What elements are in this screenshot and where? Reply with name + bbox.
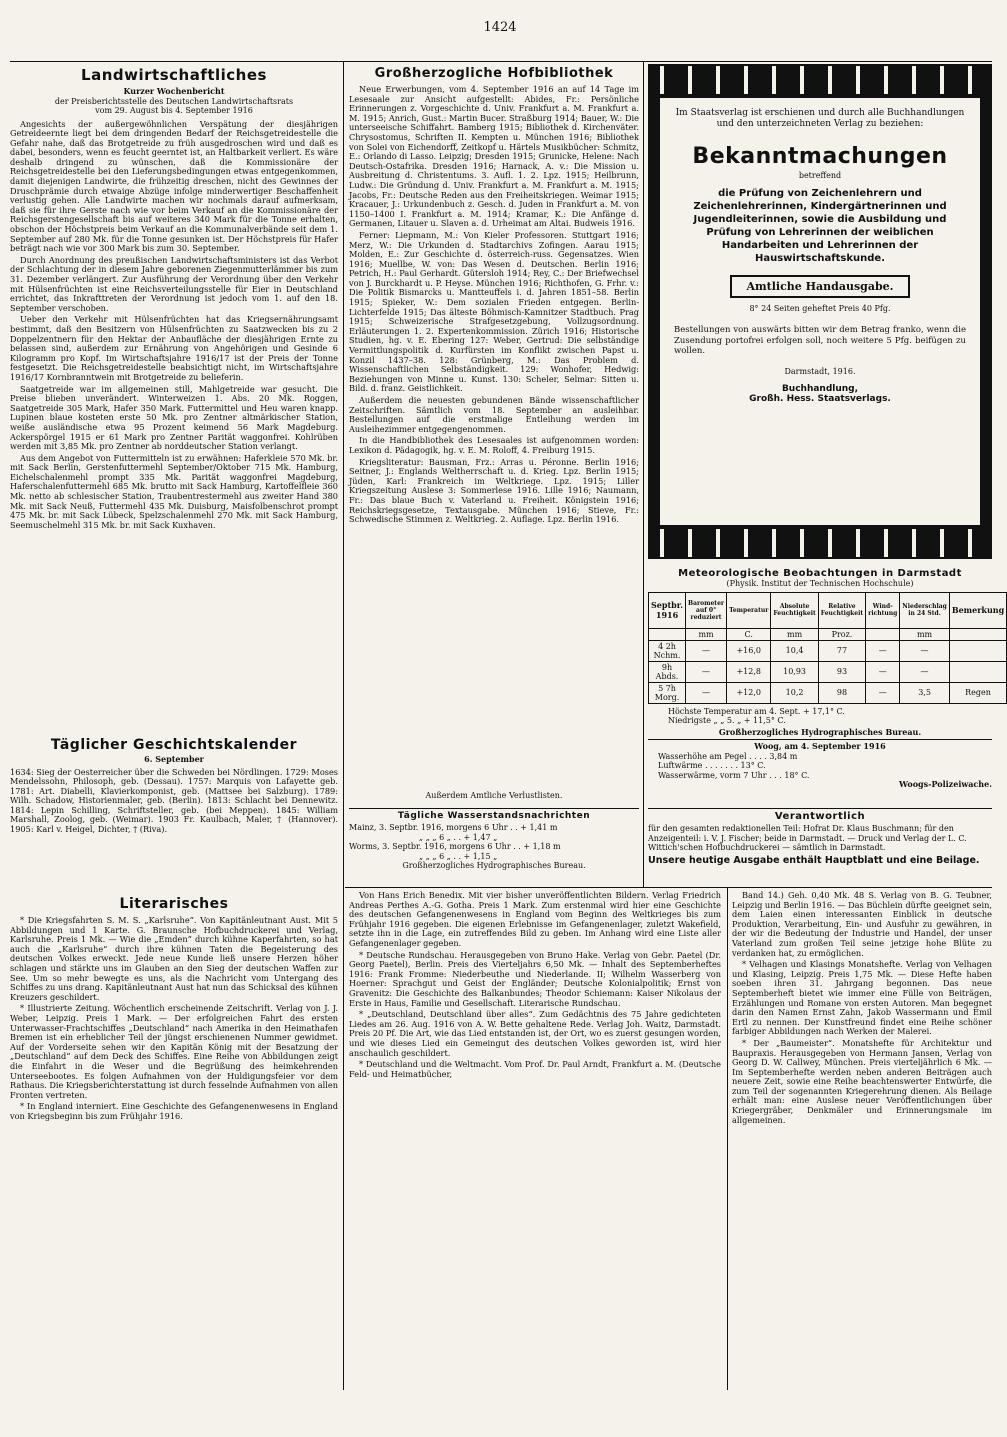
woog-signature: Woogs-Polizeiwache. xyxy=(899,779,992,789)
literarisches-section xyxy=(10,890,338,1390)
weather-cell: +12,0 xyxy=(727,682,771,703)
advertisement-description: die Prüfung von Zeichenlehrern und Zeichenlehrerinnen, Kindergärtnerinnen und Jugendleiterinnen, sowie die Ausbildung und Prüfung von Lehrerinnen der weiblichen Handarbeiten und Lehrerinnen der Hauswirtschaftskunde. xyxy=(693,187,947,264)
weather-header: Bemerkung xyxy=(949,592,1006,628)
weather-row xyxy=(649,661,1007,682)
weather-cell: 10,2 xyxy=(771,682,818,703)
weather-cell xyxy=(949,661,1006,682)
weather-unit: mm xyxy=(771,628,818,640)
kalender-title: Täglicher Geschichtskalender xyxy=(50,737,298,753)
weather-header: Relative Feuchtigkeit xyxy=(818,592,865,628)
column-rule xyxy=(643,62,644,887)
paragraph: Angesichts der außergewöhnlichen Verspätung der diesjährigen Getreideernte liegt bei dem dringenden Bedarf der Reichsgetreidestelle die Gefahr nahe, daß das Brotgetreide zu früh ausgedroschen wird und daß es dabei, besonders, wenn es feucht geerntet ist, an Haltbarkeit verliert. Es wäre deshalb dringend zu wünschen, daß die Kommissionäre der Reichsgetreidestelle bei den Lieferungsbedingungen etwas entgegenkommen, damit diejenigen Landwirte, die frühzeitig dreschen, nicht des Gewinnes der Druschprämie durch etwaige Abzüge infolge minderwertiger Beschaffenheit verlustig gehen. Alle Landwirte machen wir nochmals darauf aufmerksam, daß sie für ihre Gerste nach wie vor beim Verkauf an die Kommissionäre der Reichsgerstengesellschaft bis auf weiteres 340 Mark für die Tonne erhalten, obschon der Höchstpreis beim Verkauf an die Kommunalverbände seit dem 1. September auf 280 Mk. für die Tonne gesunken ist. Der Höchstpreis für Hafer beträgt nach wie vor 300 Mark bis zum 30. September. xyxy=(10,118,338,254)
woog-row: Luftwärme . . . . . . . 13° C. xyxy=(658,761,766,770)
top-rule xyxy=(10,61,992,62)
wetter-min: Niedrigste „ „ 5. „ + 11,5° C. xyxy=(668,716,786,725)
weather-cell: — xyxy=(686,661,727,682)
weather-cell: 98 xyxy=(818,682,865,703)
paragraph: * Die Kriegsfahrten S. M. S. „Karlsruhe“. Von Kapitänleutnant Aust. Mit 5 Abbildungen und 1 Karte. G. Braunsche Hofbuchdruckerei und Verlag, Karlsruhe. Preis 1 Mk. — Wie die „Emden“ durch kühne Kaperfahrten, so hat auch die „Karlsruhe“ durch ihre kühnen Taten die Begeisterung des deutschen Volkes erweckt. Jede neue Kunde ließ unsere Herzen höher schlagen und stärkte uns im Glauben an den Sieg der deutschen Waffen zur See. Um so mehr bewegte es uns, als die Nachricht vom Untergang des Schiffes zu uns drang. Kapitänleutnant Aust hat nun das Schicksal des kühnen Kreuzers geschildert. xyxy=(10,915,338,1002)
weather-header: Absolute Feuchtigkeit xyxy=(771,592,818,628)
weather-row xyxy=(649,682,1007,703)
advertisement-signature-2: Großh. Hess. Staatsverlags. xyxy=(749,394,891,404)
ornament-band xyxy=(648,66,992,94)
ornament-band xyxy=(648,529,992,557)
weather-cell: — xyxy=(866,640,900,661)
paragraph: Neue Erwerbungen, vom 4. September 1916 an auf 14 Tage im Lesesaale zur Ansicht aufgestellt: Abides, Fr.: Persönliche Erinnerungen z. Vorgeschichte d. Univ. Frankfurt a. M. Frankfurt a. M. 1915; Anrich, Gust.: Martin Bucer. Straßburg 1914; Bauer, W.: Die unterseeische Schiffahrt. Bamberg 1915; Bibliothek d. Kirchenväter. Chrysostomus, Schriften II. Kempten u. München 1916; Bibliothek von Solei von Eichendorff, Zeitkopf u. Härtels Musikbücher: Schmitz, E.: Orlando di Lasso. Leipzig; Dresden 1915; Grunicke, Helene: Nach Deutsch-Ostafrika. Dresden 1916; Harnack, A. v.: Die Mission u. Ausbreitung d. Christentums. 3. Aufl. 1. 2. Lpz. 1915; Heilbrunn, Ludw.: Die Gründung d. Univ. Frankfurt a. M. Frankfurt a. M. 1915; Jacobs, Fr.: Deutsche Reden aus den Freiheitskriegen. Weimar 1915; Kracauer, J.: Urkundenbuch z. Gesch. d. Juden in Frankfurt a. M. von 1150–1400 I. Frankfurt a. M. 1914; Kramar, K.: Die Anfänge d. Germanen, Litauer u. Slaven a. d. Urheimat am Altai. Budweis 1916. xyxy=(349,84,639,229)
landwirtschaft-subtitle: Kurzer Wochenbericht xyxy=(123,86,225,96)
paragraph: In die Handbibliothek des Lesesaales ist aufgenommen worden: Lexikon d. Pädagogik, hg. v. E. M. Roloff, 4. Freiburg 1915. xyxy=(349,435,639,455)
wetter-max: Höchste Temperatur am 4. Sept. + 17,1° C. xyxy=(668,706,845,716)
woog-title: Woog, am 4. September 1916 xyxy=(754,741,886,751)
weather-cell: Regen xyxy=(949,682,1006,703)
bottom-right-section xyxy=(732,891,992,1387)
wasserstand-section xyxy=(349,808,639,885)
weather-unit xyxy=(649,628,686,640)
paragraph: * Deutschland und die Weltmacht. Vom Prof. Dr. Paul Arndt, Frankfurt a. M. (Deutsche Feld- und Heimatbücher, xyxy=(349,1059,721,1079)
paragraph: * Deutsche Rundschau. Herausgegeben von Bruno Hake. Verlag von Gebr. Paetel (Dr. Georg Paetel), Berlin. Preis des Vierteljahrs 6,50 Mk. — Inhalt des Septemberheftes 1916: Frank Fromme: Niederbeuthe und Niederlande. II; Wilhelm Wasserberg von Hoerner: Sprachgut und Geist der Engländer; Deutsche Kolonialpolitik; Ernst von Gravenitz: Die Geschichte des Balkanbundes; Theodor Schiemann: Kaiser Nikolaus der Erste in Haus, Familie und Gesellschaft. Literarische Rundschau. xyxy=(349,949,721,1008)
paragraph: Band 14.) Geh. 0,40 Mk. 48 S. Verlag von B. G. Teubner, Leipzig und Berlin 1916. — Das Büchlein dürfte geeignet sein, dem Laien einen interessanten Einblick in deutsche Produktion, Verarbeitung, Ein- und Ausfuhr zu gewähren, in der wir die Bedeutung der Industrie und Handel, der unser Vaterland zum großen Teil seine jetzige hohe Blüte zu verdanken hat, zu ermöglichen. xyxy=(732,890,992,958)
woog-row: Wasserhöhe am Pegel . . . . 3,84 m xyxy=(658,751,798,761)
paragraph: Ferner: Liepmann, M.: Von Kieler Professoren. Stuttgart 1916; Merz, W.: Die Urkunden d. Stadtarchivs Zofingen. Aarau 1915; Molden, E.: Zur Geschichte d. österreich-russ. Gegensatzes. Wien 1916; Muellbe, W. von: Das Wesen d. Deutschen. Berlin 1916; Petrich, H.: Paul Gerhardt. Gütersloh 1914; Rey, C.: Der Briefwechsel von J. Burckhardt u. P. Heyse. München 1916; Richthofen, G. Frhr. v.: Die Politik Bismarcks u. Mantteuffels i. d. Jahren 1851–58. Berlin 1915; Spieker, W.: Dem sozialen Frieden entgegen. Berlin-Lichterfelde 1915; Das älteste Böhmisch-Kamnitzer Stadtbuch. Prag 1915; Schweizerische Strafgesetzgebung, Vollzugsordnung. Erläuterungen 1. 2. Expertenkommission. Zürich 1916; Historische Studien, hg. v. E. Ebering 127: Weber, Gertrud: Die selbständige Vermittlungspolitik d. Kurfürsten im Konflikt zwischen Papst u. Konzil 1437–38. 128: Grünberg, M.: Das Problem d. Wissenschaftlichen Selbständigkeit. 129: Wonhofer, Hedwig: Beziehungen von Minne u. Kunst. 130: Scheler, Selmar: Sitten u. Bild. d. franz. Geistlichkeit. xyxy=(349,229,639,394)
kalender-body: 1634: Sieg der Oesterreicher über die Schweden bei Nördlingen. 1729: Moses Mendelssohn, Philosoph, geb. (Dessau). 1757: Marquis von Lafayette geb. 1781: Art. Diabelli, Klavierkomponist, geb. (Mattsee bei Salzburg). 1789: Wilh. Schadow, Historienmaler, geb. (Berlin). 1813: Schlacht bei Dennewitz. 1814: Lepin Schilling, Schriftsteller, geb. (bei Meppen). 1845: William Marshall, Zoolog, geb. (Weimar). 1903 Fr. Kaulbach, Maler, † (Hannover). 1905: Karl v. Heigel, Dichter, † (Riva). xyxy=(10,766,338,835)
paragraph: Außerdem die neuesten gebundenen Bände wissenschaftlicher Zeitschriften. Sämtlich vom 18. September an ausleihbar. Bestellungen auf die erstmalige Entleihung werden im Ausleihezimmer entgegengenommen. xyxy=(349,395,639,434)
weather-cell: — xyxy=(900,640,950,661)
landwirtschaft-body xyxy=(10,120,338,531)
wasserstand-row: „ „ „ 6 „ . . + 1,15 „ xyxy=(419,851,498,861)
verantwortlich-text: für den gesamten redaktionellen Teil: Hofrat Dr. Klaus Buschmann; für den Anzeigenteil: i. V. J. Fischer; beide in Darmstadt. — Druck und Verlag der L. C. Wittich'schen Hofbuchdruckerei — sämtlich in Darmstadt. xyxy=(648,824,967,852)
wetter-title: Meteorologische Beobachtungen in Darmstadt xyxy=(678,568,962,579)
paragraph: * Velhagen und Klasings Monatshefte. Verlag von Velhagen und Klasing, Leipzig. Preis 1,75 Mk. — Diese Hefte haben soeben ihren 31. Jahrgang begonnen. Das neue Septemberheft bietet wie immer eine Fülle von Beiträgen, Erzählungen und Romane von ersten Autoren. Man begegnet darin den Namen Ernst Zahn, Jakob Wassermann und Emil Ertl zu nennen. Der Kunstfreund findet eine Reihe schöner farbiger Abbildungen nach Werken der Malerei. xyxy=(732,959,992,1037)
literarisches-title: Literarisches xyxy=(119,896,229,912)
wasserstand-footer: Großherzogliches Hydrographisches Bureau. xyxy=(402,861,586,870)
advertisement-order-note: Bestellungen von auswärts bitten wir dem Betrag franko, wenn die Zusendung portofrei erfolgen soll, noch weitere 5 Pfg. beifügen zu wollen. xyxy=(674,325,966,356)
section-rule xyxy=(345,887,992,888)
weather-cell: — xyxy=(900,661,950,682)
weather-header: Niederschlag in 24 Std. xyxy=(900,592,950,628)
verantwortlich-section xyxy=(648,808,992,886)
weather-header: Temperatur xyxy=(727,592,771,628)
paragraph: Aus dem Angebot von Futtermitteln ist zu erwähnen: Haferkleie 570 Mk. br. mit Sack Berlin, Gerstenfuttermehl September/Oktober 715 Mk. Hamburg, Eichelschalenmehl prompt 335 Mk. Parität waggonfrei Magdeburg, Haferschalenfuttermehl 685 Mk. brutto mit Sack Hamburg, Kartoffelfleie 360 Mk. netto ab schlesischer Station, Traubentrestermehl aus zweiter Hand 380 Mk. mit Sack Neuß, Futtermehl 435 Mk. Duisburg, Maisfolbenschrot prompt 475 Mk. br. mit Sack Lübeck, Spelzschalenmehl 270 Mk. mit Sack Hamburg, Seemuschelmehl 315 Mk. br. mit Sack Kuxhaven. xyxy=(10,452,338,530)
verantwortlich-title: Verantwortlich xyxy=(774,811,866,822)
hofbibliothek-body xyxy=(349,85,639,525)
weather-unit: mm xyxy=(686,628,727,640)
weather-table xyxy=(648,592,1007,704)
advertisement-price: 8° 24 Seiten geheftet Preis 40 Pfg. xyxy=(749,303,891,313)
wetter-section xyxy=(648,568,1005,803)
bottom-right-body xyxy=(732,891,992,1125)
paragraph: Saatgetreide war im allgemeinen still, Mahlgetreide war gesucht. Die Preise blieben unverändert. Winterweizen 1. Abs. 20 Mk. Roggen, Saatgetreide 305 Mark, Hafer 350 Mark. Futtermittel und Heu waren knapp. Lupinen blaue kosteten erste 50 Mk. pro Zentner altmärkischer Station, weiße ausländische etwa 95 Prozent keimend 56 Mark Magdeburg. Ackerspörgel 1915 er 61 Mark pro Zentner Parität waggonfrei. Kohlrüben werden mit 3,85 Mk. pro Zentner ab norddeutscher Station verlangt. xyxy=(10,383,338,452)
column-rule xyxy=(343,62,344,1390)
advertisement-place: Darmstadt, 1916. xyxy=(784,366,856,376)
advertisement-headline: Bekanntmachungen xyxy=(692,144,948,169)
advertisement-signature: Buchhandlung, xyxy=(781,384,859,394)
paragraph: Ueber den Verkehr mit Hülsenfrüchten hat das Kriegsernährungsamt bestimmt, daß den Besitzern von Hülsenfrüchten zu Saatzwecken bis zu 2 Doppelzentnern für den Hektar der Anbaufläche der diesjährigen Ernte zu belassen sind, außerdem zur Ernährung von Angehörigen und Gesinde 6 Kilogramm pro Kopf. Im Wirtschaftsjahre 1916/17 ist der Preis der Tonne festgesetzt. Die Reichsgetreidestelle beabsichtigt nicht, im Wirtschaftsjahre 1916/17 Kornbranntwein mit Brotgetreide zu belieferin. xyxy=(10,314,338,382)
weather-unit: mm xyxy=(900,628,950,640)
weather-unit xyxy=(866,628,900,640)
kalender-section xyxy=(10,735,338,885)
wetter-subtitle: (Physik. Institut der Technischen Hochschule) xyxy=(726,579,914,588)
advertisement-betreffend: betreffend xyxy=(798,171,842,180)
weather-cell: 4 2h Nchm. xyxy=(649,640,686,661)
page-number: 1424 xyxy=(483,20,517,35)
weather-cell: — xyxy=(866,682,900,703)
paragraph: * In England interniert. Eine Geschichte des Gefangenenwesens in England von Kriegsbeginn bis zum Frühjahr 1916. xyxy=(10,1101,338,1121)
paragraph: * Der „Baumeister“. Monatshefte für Architektur und Baupraxis. Herausgegeben von Hermann Jansen, Verlag von Georg D. W. Callwey, München. Preis vierteljährlich 6 Mk. — Im Septemberhefte werden neben anderen Beiträgen auch neuere Zeit, sowie eine Reihe beachtenswerter Entwürfe, die zum Teil der sogenannten Kriegerehrung dienen. Als Beilage erhält man: eine Auslese neuer Veröffentlichungen über Kriegergräber, Denkmäler und Erinnerungsmale im allgemeinen. xyxy=(732,1037,992,1125)
weather-cell: +16,0 xyxy=(727,640,771,661)
column-rule xyxy=(727,887,728,1390)
landwirtschaft-date: vom 29. August bis 4. September 1916 xyxy=(95,106,253,115)
wasserstand-row: Mainz, 3. Septbr. 1916, morgens 6 Uhr . . + 1,41 m xyxy=(349,823,558,832)
weather-cell: 93 xyxy=(818,661,865,682)
paragraph: * „Deutschland, Deutschland über alles“. Zum Gedächtnis des 75 Jahre gedichteten Liedes am 26. Aug. 1916 von A. W. Bette gehaltene Rede. Verlag Joh. Waitz, Darmstadt. Preis 20 Pf. Die Art, wie das Lied entstanden ist, der Ort, wo es zuerst gesungen worden, und wie dieses Lied ein Gemeingut des deutschen Volkes geworden ist, wird hier anschaulich geschildert. xyxy=(349,1009,721,1058)
ausgabe-note: Unsere heutige Ausgabe enthält Hauptblatt und eine Beilage. xyxy=(648,854,980,866)
advertisement-intro: Im Staatsverlag ist erschienen und durch alle Buchhandlungen und den unterzeichneten Verlag zu beziehen: xyxy=(675,108,965,129)
weather-cell: 3,5 xyxy=(900,682,950,703)
weather-header: Wind-richtung xyxy=(866,592,900,628)
advertisement-box xyxy=(648,64,992,559)
weather-cell: 10,93 xyxy=(771,661,818,682)
weather-unit xyxy=(949,628,1006,640)
weather-unit: Proz. xyxy=(818,628,865,640)
weather-cell: 77 xyxy=(818,640,865,661)
bottom-middle-body xyxy=(349,891,721,1079)
paragraph: Kriegsliteratur: Bausman, Frz.: Arras u. Péronne. Berlin 1916; Seitner, J.: Englands Weltherrschaft u. d. Krieg. Lpz. Berlin 1915; Jüden, Karl: Frankreich im Weltkriege. Lpz. 1915; Liller Kriegszeitung Auslese 3: Sommerlese 1916. Lille 1916; Naumann, Fr.: Das blaue Buch v. Vaterland u. Freiheit. Königstein 1916; Reichskriegsgesetze, Textausgabe. München 1916; Stieve, Fr.: Schwedische Stimmen z. Weltkrieg. 2. Auflage. Lpz. Berlin 1916. xyxy=(349,456,639,525)
paragraph: Durch Anordnung des preußischen Landwirtschaftsministers ist das Verbot der Schlachtung der in diesem Jahre geborenen Ziegenmutterlämmer bis zum 31. Dezember verlängert. Zur Ausführung der Verordnung über den Verkehr mit Hülsenfrüchten ist eine Reichsverteilungsstelle für Eier in Deutschland errichtet, das Inkrafttreten der Verordnung ist jedoch vom 1. auf den 18. September verschoben. xyxy=(10,254,338,313)
weather-header: Septbr. 1916 xyxy=(649,592,686,628)
weather-cell: 5 7h Morg. xyxy=(649,682,686,703)
hofbibliothek-title: Großherzogliche Hofbibliothek xyxy=(374,66,614,81)
wasserstand-row: Worms, 3. Septbr. 1916, morgens 6 Uhr . . + 1,18 m xyxy=(349,842,561,851)
landwirtschaft-subtitle-2: der Preisberichtsstelle des Deutschen Landwirtschaftsrats xyxy=(54,96,294,106)
weather-header: Barometer auf 0° reduziert xyxy=(686,592,727,628)
landwirtschaft-title: Landwirtschaftliches xyxy=(81,66,267,84)
woog-row: Wasserwärme, vorm 7 Uhr . . . 18° C. xyxy=(658,770,810,780)
paragraph: Von Hans Erich Benedix. Mit vier bisher unveröffentlichten Bildern. Verlag Friedrich Andreas Perthes A.-G. Gotha. Preis 1 Mark. Zum erstenmal wird hier eine Geschichte des deutschen Gefangenenwesens in England vom Beginn des Weltkrieges bis zum Frühjahr 1916 gegeben. Die eigenen Erlebnisse im Gefangenenlager, zuletzt Wakefield, setzte ihn in die Lage, ein zutreffendes Bild zu geben. Im Anhang wird eine Liste aller Gefangenenlager gegeben. xyxy=(349,890,721,948)
wasserstand-row: „ „ „ 6 „ . . + 1,47 „ xyxy=(419,832,498,842)
literarisches-body xyxy=(10,916,338,1121)
weather-cell xyxy=(949,640,1006,661)
handausgabe-label: Amtliche Handausgabe. xyxy=(730,275,910,298)
weather-unit: C. xyxy=(727,628,771,640)
hofbibliothek-section xyxy=(349,64,639,804)
advertisement-content xyxy=(658,96,982,527)
bottom-middle-section xyxy=(349,891,721,1387)
weather-cell: — xyxy=(686,640,727,661)
weather-cell: — xyxy=(866,661,900,682)
landwirtschaft-section xyxy=(10,64,338,744)
weather-cell: — xyxy=(686,682,727,703)
wasserstand-title: Tägliche Wasserstandsnachrichten xyxy=(397,811,591,821)
paragraph: * Illustrierte Zeitung. Wöchentlich erscheinende Zeitschrift. Verlag von J. J. Weber, Leipzig. Preis 1 Mark. — Der erfolgreichen Fahrt des ersten Unterwasser-Frachtschiffes „Deutschland“ nach Amerika in den Heimathafen Bremen ist ein erheblicher Teil der jüngst erschienenen Nummer gewidmet. Auf der Vorderseite sehen wir den Kapitän König mit der Besatzung der „Deutschland“ auf dem Deck des Schiffes. Eine Reihe von Abbildungen zeigt die Einfahrt in die Weser und die Begrüßung des heimkehrenden Unterseebootes. Es folgen Aufnahmen von der Huldigungsfeier vor dem Rathaus. Die Kriegsberichterstattung ist durch fesselnde Aufnahmen von allen Fronten vertreten. xyxy=(10,1003,338,1100)
weather-cell: 9h Abds. xyxy=(649,661,686,682)
weather-cell: 10,4 xyxy=(771,640,818,661)
kalender-date: 6. September xyxy=(144,754,204,764)
wetter-bureau: Großherzogliches Hydrographisches Bureau. xyxy=(718,726,922,737)
weather-row xyxy=(649,640,1007,661)
weather-cell: +12,8 xyxy=(727,661,771,682)
hofbibliothek-footer: Außerdem Amtliche Verlustlisten. xyxy=(425,790,563,800)
